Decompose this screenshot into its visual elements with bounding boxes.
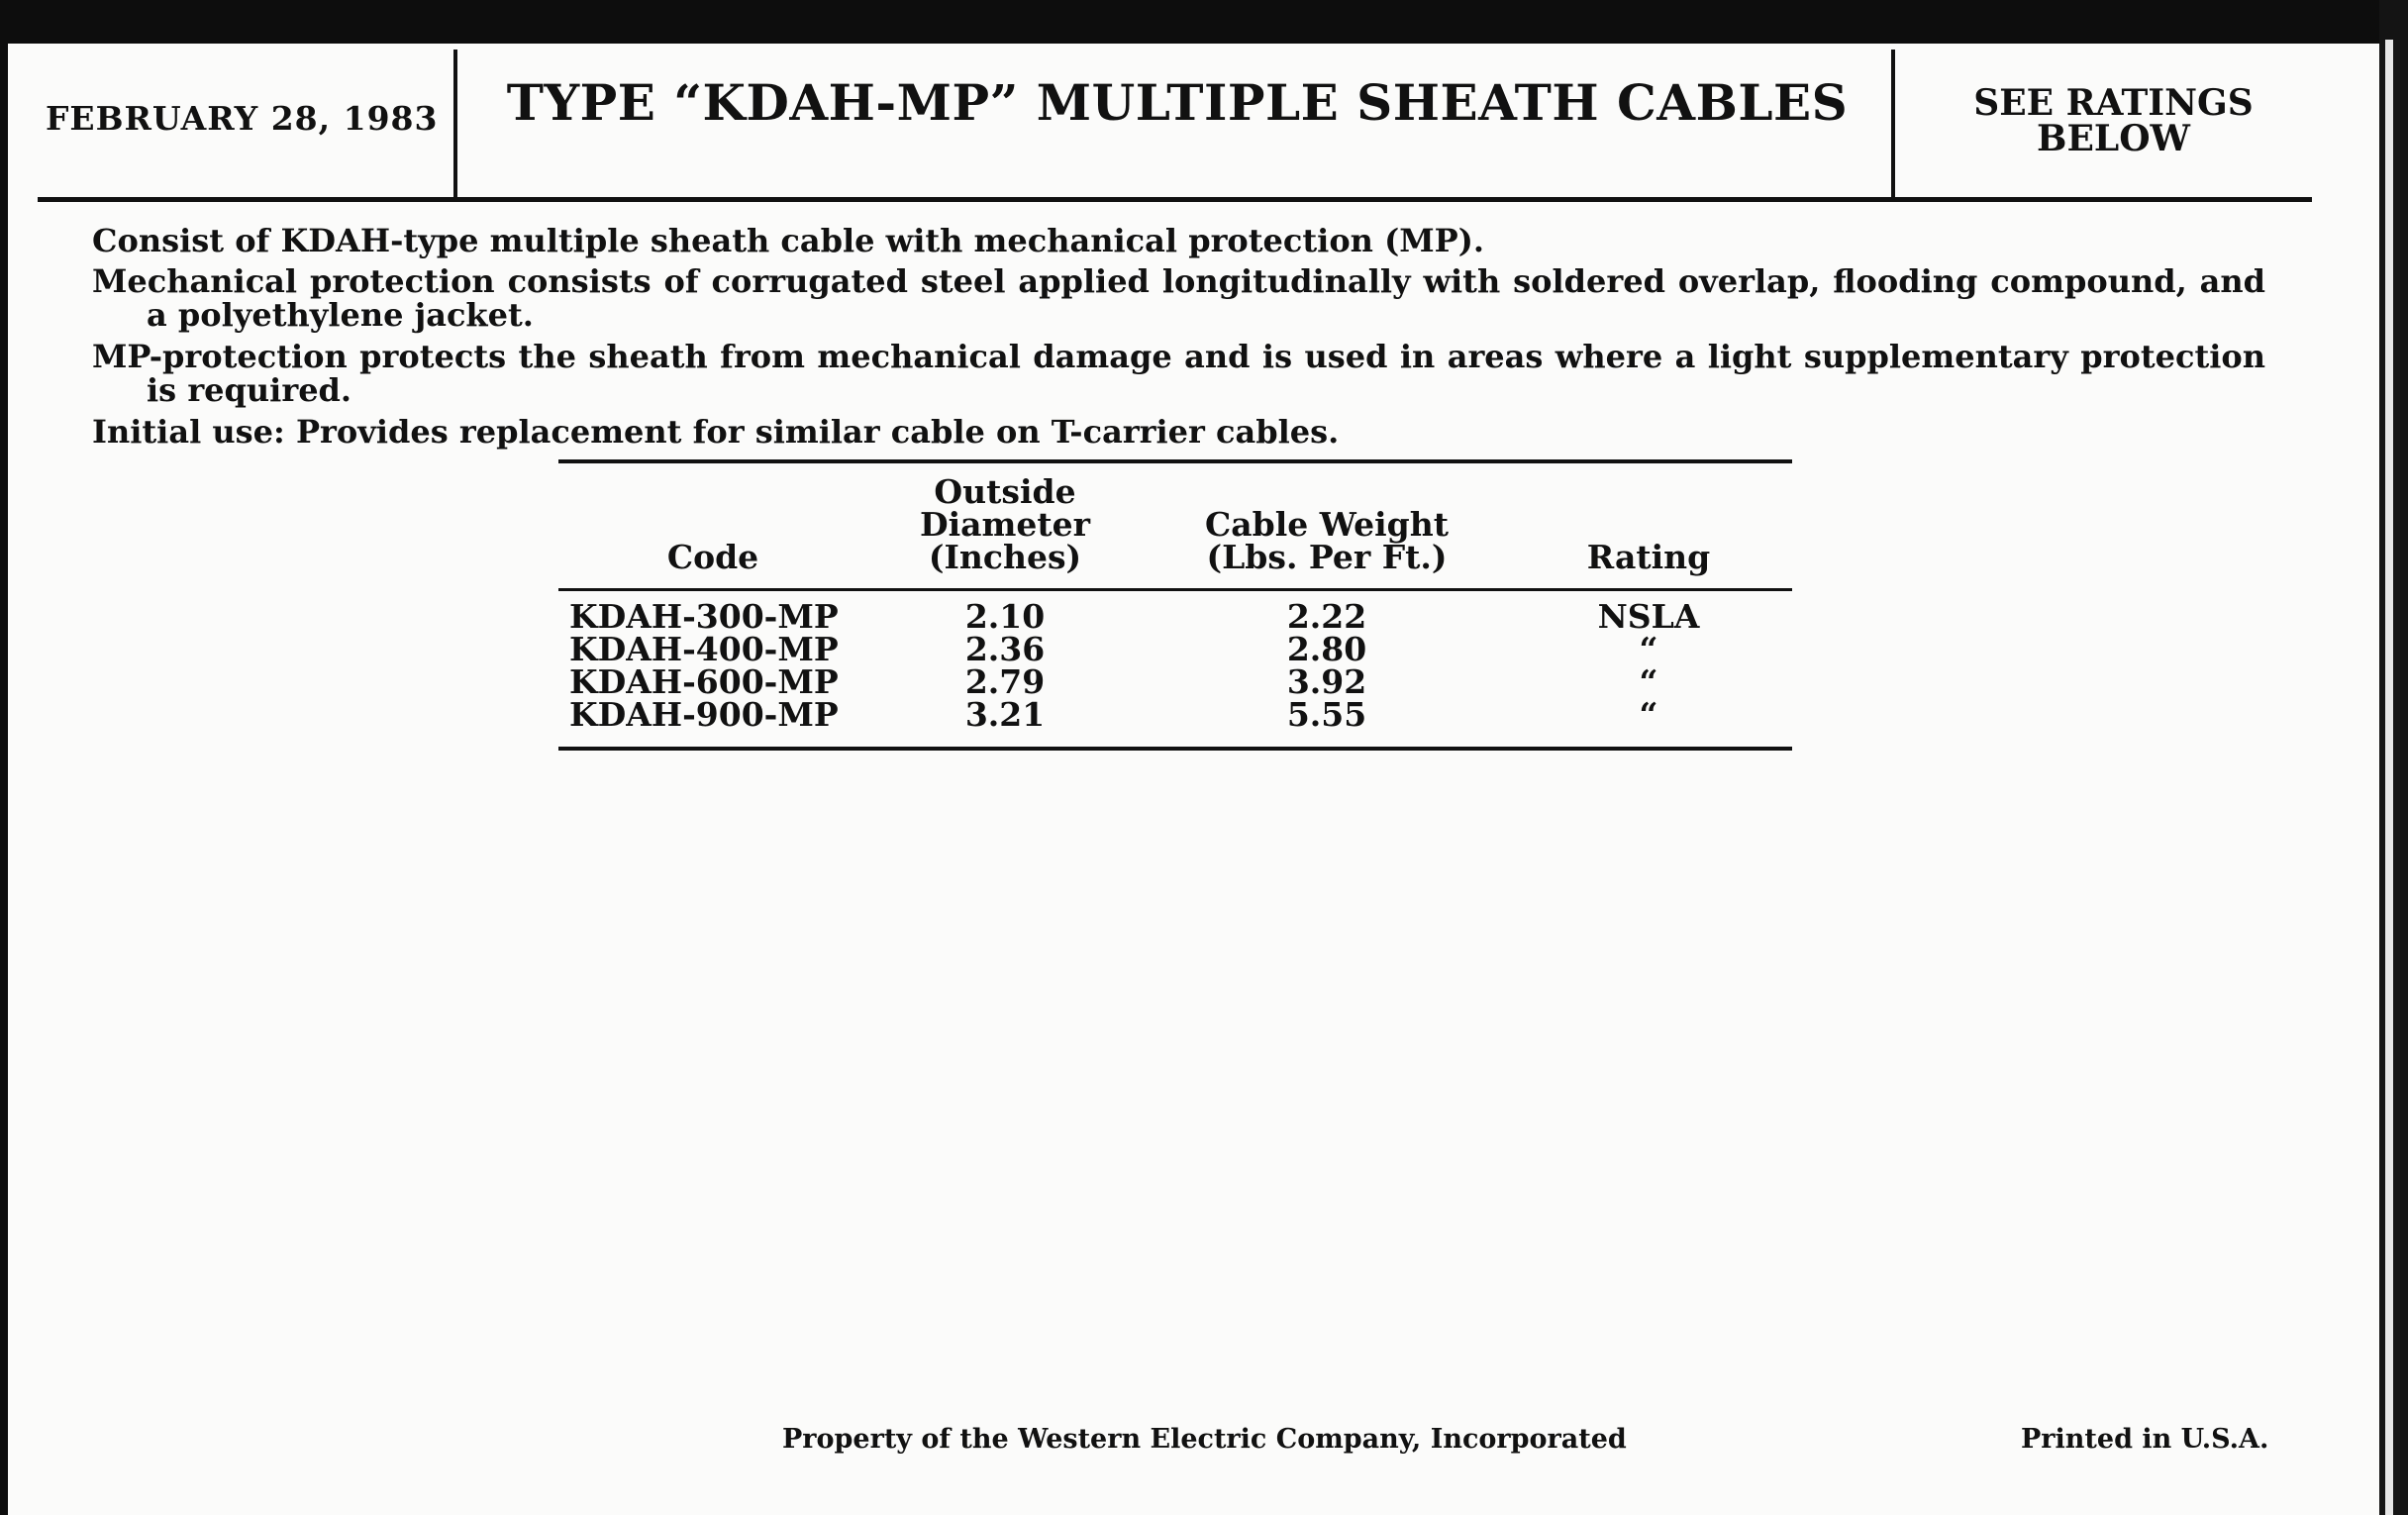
- table-cell-outside-diameter: 2.79: [964, 662, 1046, 701]
- cw-header-line1: Cable Weight: [1205, 505, 1449, 544]
- cw-header-line2: (Lbs. Per Ft.): [1206, 538, 1448, 576]
- page-title: TYPE “KDAH-MP” MULTIPLE SHEATH CABLES: [506, 73, 1849, 132]
- printed-notice: Printed in U.S.A.: [2021, 1424, 2269, 1455]
- table-header-rule: [558, 588, 1792, 591]
- table-cell-cable-weight: 3.92: [1286, 662, 1367, 701]
- property-notice: Property of the Western Electric Company, Incorporated: [782, 1424, 1627, 1455]
- column-header-outside-diameter: [891, 472, 1119, 576]
- ratings-note-line1: SEE RATINGS: [1973, 82, 2254, 124]
- table-cell-code: KDAH-300-MP: [569, 597, 839, 636]
- table-top-rule: [558, 459, 1792, 463]
- header-rule: [38, 197, 2312, 202]
- od-header-line1: Outside: [934, 472, 1076, 511]
- paragraph-mp-protection: MP-protection protects the sheath from mechanical damage and is used in areas where a light supplementary protection is required.: [92, 338, 2265, 409]
- table-cell-code: KDAH-400-MP: [569, 630, 839, 668]
- table-cell-cable-weight: 2.80: [1286, 630, 1367, 668]
- header-divider-left: [453, 50, 457, 197]
- table-cell-outside-diameter: 3.21: [964, 695, 1046, 734]
- column-header-rating: Rating: [1586, 538, 1711, 576]
- paragraph-mechanical-protection: Mechanical protection consists of corrugated steel applied longitudinally with soldered overlap, flooding compound, and a polyethylene jacket.: [92, 262, 2265, 334]
- table-cell-outside-diameter: 2.10: [964, 597, 1046, 636]
- table-cell-code: KDAH-600-MP: [569, 662, 839, 701]
- table-bottom-rule: [558, 747, 1792, 751]
- scan-edge-strip: [2385, 40, 2393, 1515]
- ratings-note: [1893, 82, 2334, 159]
- od-header-line3: (Inches): [928, 538, 1082, 576]
- od-header-line2: Diameter: [919, 505, 1091, 544]
- column-header-code: Code: [666, 538, 759, 576]
- table-cell-rating: “: [1639, 662, 1658, 701]
- table-cell-outside-diameter: 2.36: [964, 630, 1046, 668]
- table-cell-rating: NSLA: [1597, 597, 1700, 636]
- table-cell-rating: “: [1639, 630, 1658, 668]
- paragraph-composition: Consist of KDAH-type multiple sheath cable with mechanical protection (MP).: [92, 222, 1484, 259]
- table-cell-cable-weight: 5.55: [1286, 695, 1367, 734]
- table-cell-code: KDAH-900-MP: [569, 695, 839, 734]
- issue-date: FEBRUARY 28, 1983: [46, 99, 439, 138]
- ratings-note-line2: BELOW: [2037, 118, 2190, 159]
- scan-edge: [2379, 0, 2408, 1515]
- column-header-cable-weight: [1178, 505, 1475, 576]
- table-cell-rating: “: [1639, 695, 1658, 734]
- table-cell-cable-weight: 2.22: [1286, 597, 1367, 636]
- paragraph-initial-use: Initial use: Provides replacement for similar cable on T-carrier cables.: [92, 413, 1340, 451]
